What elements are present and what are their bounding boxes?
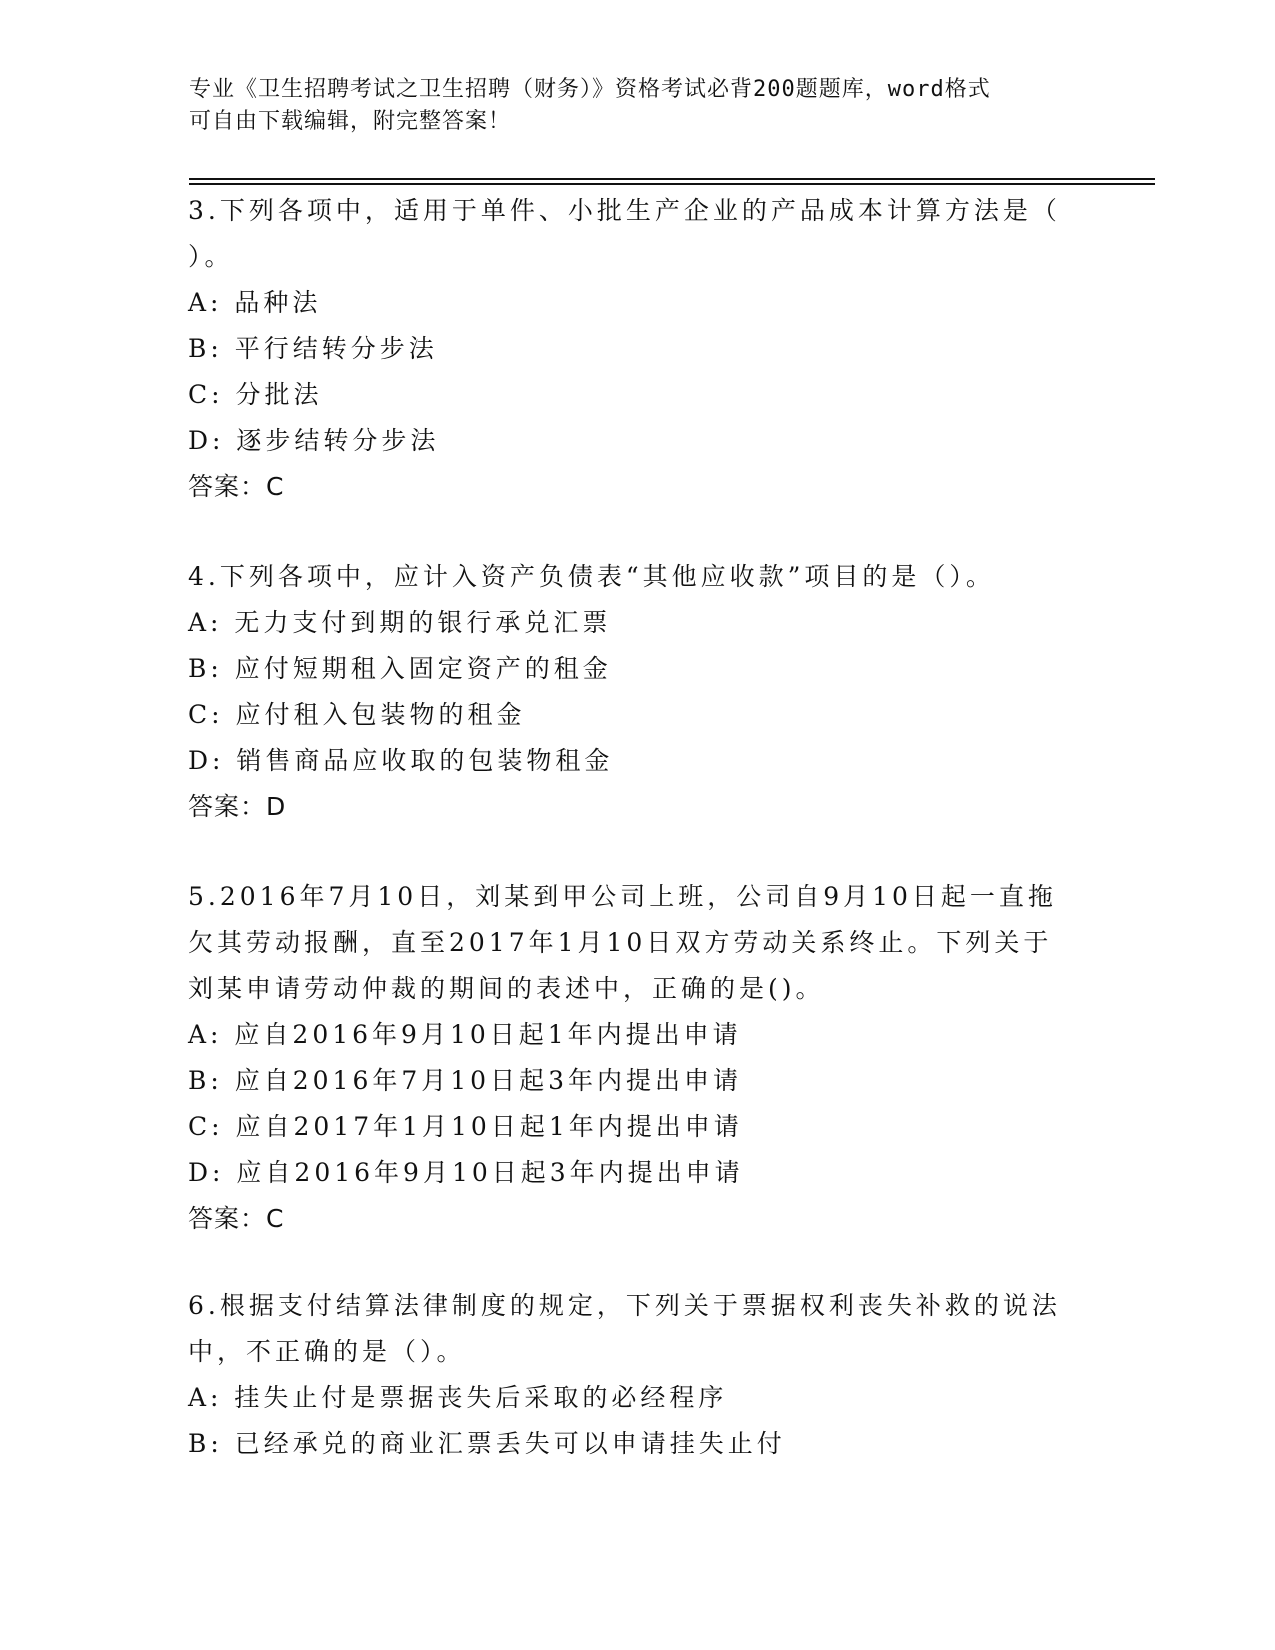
header-line-2: 可自由下载编辑，附完整答案！ — [189, 109, 512, 134]
option-b: B: 应付短期租入固定资产的租金 — [188, 654, 612, 683]
question-5 — [188, 874, 1088, 1242]
question-6 — [188, 1283, 1088, 1467]
option-b: B: 应自2016年7月10日起3年内提出申请 — [188, 1066, 742, 1095]
question-stem: 6.根据支付结算法律制度的规定，下列关于票据权利丧失补救的说法 — [188, 1291, 1061, 1320]
answer: 答案：D — [188, 792, 287, 821]
question-stem: 5.2016年7月10日，刘某到甲公司上班，公司自9月10日起一直拖 — [188, 882, 1057, 911]
option-b: B: 已经承兑的商业汇票丢失可以申请挂失止付 — [188, 1429, 786, 1458]
question-3 — [188, 188, 1088, 510]
option-a: A: 品种法 — [188, 288, 322, 317]
question-stem: 中，不正确的是（）。 — [188, 1337, 466, 1366]
question-stem: ）。 — [188, 242, 234, 271]
answer: 答案：C — [188, 1204, 285, 1233]
header-divider-bottom — [189, 183, 1155, 185]
option-c: C: 应自2017年1月10日起1年内提出申请 — [188, 1112, 743, 1141]
option-a: A: 挂失止付是票据丧失后采取的必经程序 — [188, 1383, 728, 1412]
question-stem: 4.下列各项中，应计入资产负债表“其他应收款”项目的是（）。 — [188, 562, 995, 591]
option-c: C: 分批法 — [188, 380, 323, 409]
option-b: B: 平行结转分步法 — [188, 334, 438, 363]
option-a: A: 应自2016年9月10日起1年内提出申请 — [188, 1020, 742, 1049]
document-header — [189, 74, 1069, 138]
option-c: C: 应付租入包装物的租金 — [188, 700, 526, 729]
option-d: D: 销售商品应收取的包装物租金 — [188, 746, 614, 775]
question-stem: 刘某申请劳动仲裁的期间的表述中，正确的是()。 — [188, 974, 825, 1003]
question-4 — [188, 554, 1088, 830]
question-stem: 欠其劳动报酬，直至2017年1月10日双方劳动关系终止。下列关于 — [188, 928, 1053, 957]
header-line-1: 专业《卫生招聘考试之卫生招聘（财务）》资格考试必背200题题库，word格式 — [189, 77, 991, 102]
option-d: D: 应自2016年9月10日起3年内提出申请 — [188, 1158, 744, 1187]
answer: 答案：C — [188, 472, 285, 501]
header-divider-top — [189, 178, 1155, 180]
question-stem: 3.下列各项中，适用于单件、小批生产企业的产品成本计算方法是（ — [188, 196, 1061, 225]
option-a: A: 无力支付到期的银行承兑汇票 — [188, 608, 612, 637]
option-d: D: 逐步结转分步法 — [188, 426, 440, 455]
